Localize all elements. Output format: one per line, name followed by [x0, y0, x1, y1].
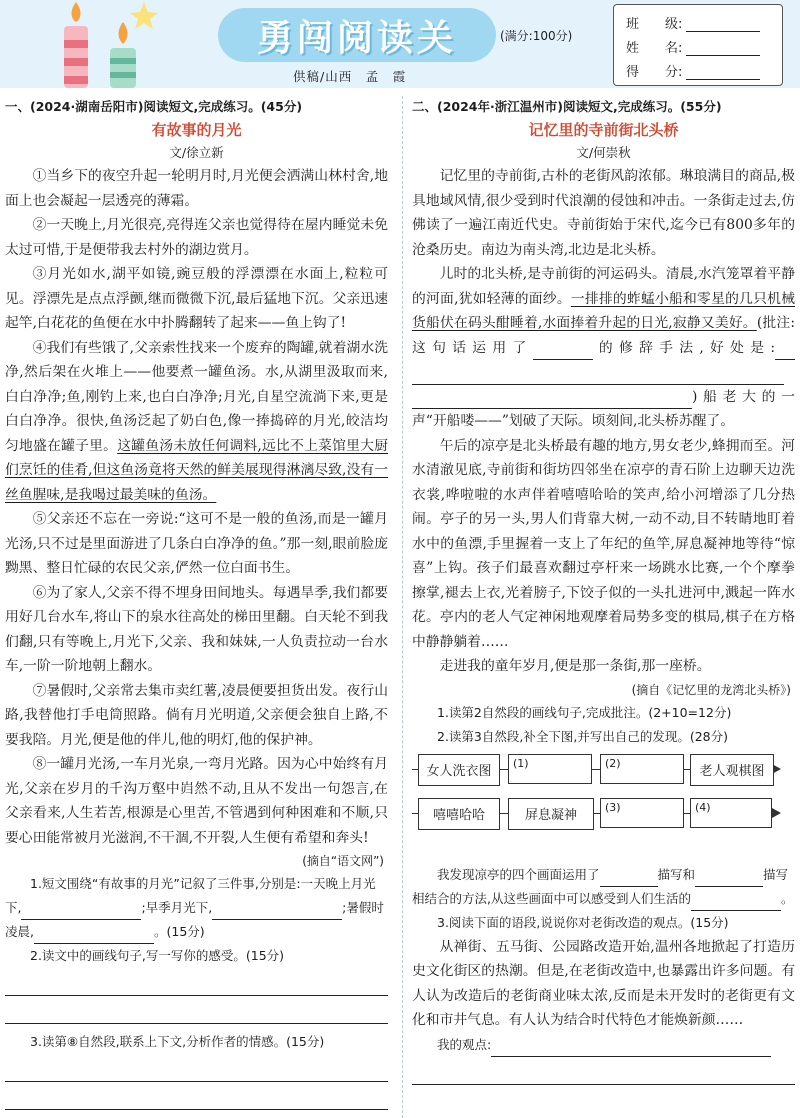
answer-line[interactable] — [412, 1057, 795, 1085]
diagram-answer-box[interactable]: (1) — [508, 754, 592, 784]
section-heading-1: 一、(2024·湖南岳阳市)阅读短文,完成练习。(45分) — [5, 99, 303, 114]
question-3: 3.阅读下面的语段,说说你对老街改造的观点。(15分) — [437, 914, 729, 930]
question-3: 3.读第⑧自然段,联系上下文,分析作者的情感。(15分) — [30, 1034, 325, 1049]
score-field[interactable]: 得 分: — [626, 61, 760, 80]
diagram-box: 嘻嘻哈哈 — [418, 798, 500, 830]
answer-blank[interactable] — [600, 872, 658, 887]
paragraph: ⑧一罐月光汤,一车月光泉,一弯月光路。因为心中始终有月光,父亲在岁月的千沟万壑中岿然不动,且从不发出一句怨言,在父亲看来,人生若苦,根源是心里苦,不管遇到何种困难和不顺,只要心田能常被月光滋润,不干涸,不开裂,人生便有希望和奔头! — [5, 756, 388, 846]
answer-blank[interactable] — [412, 394, 692, 409]
name-field[interactable]: 姓 名: — [626, 37, 760, 56]
paragraph: 儿时的北头桥,是寺前街的河运码头。清晨,水汽笼罩着平静的河面,犹如轻薄的面纱。一排排的蚱蜢小船和零星的几只机械货船伏在码头酣睡着,水面捧着升起的日光,寂静又美好。(批注:这句话运用了 的修辞手法,好处是:)船老大的一声“开船喽——”划破了天际。顷刻间,北头桥苏醒了。 — [412, 266, 796, 429]
paragraph: ⑤父亲还不忘在一旁说:“这可不是一般的鱼汤,而是一罐月光汤,只不过是里面游进了几条白白净净的鱼。”那一刻,眼前脸庞黝黑、整日忙碌的农民父亲,俨然一位白面书生。 — [5, 511, 388, 576]
answer-line[interactable] — [5, 996, 388, 1024]
paragraph: ②一天晚上,月光很亮,亮得连父亲也觉得待在屋内睡觉未免太过可惜,于是便带我去村外的湖边赏月。 — [5, 217, 388, 258]
question-2: 2.读第3自然段,补全下图,并写出自己的发现。(28分) — [437, 728, 728, 744]
paragraph: 从禅街、五马街、公园路改造开始,温州各地掀起了打造历史文化街区的热潮。但是,在老街改造中,也暴露出许多问题。有人认为改造后的老街商业味太浓,反而是未开发时的老街更有文化和市井气息。有人认为结合时代特色才能焕新颜…… — [412, 938, 795, 1028]
diagram-answer-box[interactable]: (4) — [690, 798, 772, 828]
page-title: 勇闯阅读关 — [218, 8, 496, 62]
class-field[interactable]: 班 级: — [626, 13, 760, 32]
answer-line[interactable] — [5, 1082, 388, 1110]
paragraph: ③月光如水,湖平如镜,豌豆般的浮漂漂在水面上,粒粒可见。浮漂先是点点浮颤,继而微微下沉,最后猛地下沉。父亲迅速起竿,白花花的鱼便在水中扑腾翻转了起来——鱼上钩了! — [5, 266, 388, 331]
paragraph: ⑥为了家人,父亲不得不埋身田间地头。每遇旱季,我们都要用好几台水车,将山下的泉水往高处的梯田里翻。白天轮不到我们翻,只有等晚上,月光下,父亲、我和妹妹,一人负责拉动一台水车,一阶一阶地朝上翻水。 — [5, 584, 388, 674]
answer-blank[interactable] — [775, 345, 795, 360]
answer-line[interactable] — [5, 1054, 388, 1082]
left-column — [5, 96, 388, 1118]
answer-blank[interactable] — [412, 370, 784, 385]
article-title-2: 记忆里的寺前街北头桥 — [528, 121, 679, 139]
question-1: 1.短文围绕“有故事的月光”记叙了三件事,分别是:一天晚上月光下, ;早季月光下, ;暑假时凌晨, 。(15分) — [5, 872, 388, 944]
answer-blank[interactable] — [533, 345, 593, 360]
answer-blank[interactable] — [691, 896, 781, 911]
diagram-answer-box[interactable]: (2) — [600, 754, 684, 784]
flow-diagram — [412, 753, 795, 861]
right-column — [412, 96, 795, 1118]
diagram-answer-box[interactable]: (3) — [600, 798, 684, 828]
page-header — [0, 0, 800, 88]
student-info-box — [613, 4, 783, 86]
question-1: 1.读第2自然段的画线句子,完成批注。(2+10=12分) — [437, 704, 732, 720]
answer-blank[interactable] — [262, 905, 342, 920]
author-line: 供稿/山西 孟 霞 — [293, 69, 407, 84]
article-author-2: 文/何崇秋 — [576, 145, 631, 160]
paragraph: 午后的凉亭是北头桥最有趣的地方,男女老少,蜂拥而至。河水清澈见底,寺前街和街坊四邻坐在凉亭的青石阶上边聊天边洗衣裳,哗啦啦的水声伴着嘻嘻哈哈的笑声,给小河增添了几分热闹。亭子的另一头,男人们背靠大树,一动不动,目不转睛地盯着水中的鱼漂,手里握着一支上了年纪的鱼竿,屏息凝神地等待“惊喜”上钩。孩子们最喜欢翻过亭杆来一场跳水比赛,一个个摩拳擦掌,褪去上衣,光着膀子,下饺子似的一头扎进河中,溅起一阵水花。亭内的老人气定神闲地观摩着局势多变的棋局,棋子在方格中静静躺着…… — [412, 437, 795, 650]
column-divider — [402, 96, 403, 1118]
answer-blank[interactable] — [21, 905, 141, 920]
article-author-1: 文/徐立新 — [169, 145, 224, 160]
article-title-1: 有故事的月光 — [151, 121, 242, 139]
answer-blank[interactable] — [491, 1042, 771, 1057]
answer-blank[interactable] — [212, 905, 262, 920]
answer-line[interactable] — [5, 968, 388, 996]
underlined-sentence: 这罐鱼汤未放任何调料,远比不上菜馆里大厨们烹饪的佳肴,但这鱼汤竟将天然的鲜美展现得淋漓尽致,没有一丝鱼腥味,是我喝过最美味的鱼汤。 — [5, 437, 389, 503]
source-note: (摘自“语文网”) — [302, 854, 384, 868]
paragraph: ④我们有些饿了,父亲索性找来一个废弃的陶罐,就着湖水洗净,然后架在火堆上——他要煮一罐鱼汤。水,从湖里汲取而来,白白净净;鱼,刚钓上来,也白白净净;月光,自星空流淌下来,更是白白净净。很快,鱼汤泛起了奶白色,像一捧捣碎的月光,皎洁均匀地盛在罐子里。这罐鱼汤未放任何调料,远比不上菜馆里大厨们烹饪的佳肴,但这鱼汤竟将天然的鲜美展现得淋漓尽致,没有一丝鱼腥味,是我喝过最美味的鱼汤。 — [5, 339, 389, 503]
answer-blank[interactable] — [695, 872, 745, 887]
paragraph: 记忆里的寺前街,古朴的老街风韵浓郁。琳琅满目的商品,极具地域风情,很少受到时代浪潮的侵蚀和冲击。一条街走过去,仿佛读了一遍江南近代史。寺前街始于宋代,迄今已有800多年的沧桑历史。南边为南头湾,北边是北头桥。 — [412, 168, 795, 258]
diagram-box: 女人洗衣图 — [418, 754, 500, 786]
question-2-discovery: 我发现凉亭的四个画面运用了 描写和 描写相结合的方法,从这些画面中可以感受到人们生活的 。 — [412, 863, 795, 911]
paragraph: ⑦暑假时,父亲常去集市卖红薯,凌晨便要担货出发。夜行山路,我替他打手电筒照路。倘有月光明道,父亲便会独自上路,不要我陪。月光,便是他的伴儿,他的明灯,他的保护神。 — [5, 682, 388, 748]
arrow-right-icon — [772, 808, 781, 818]
section-heading-2: 二、(2024年·浙江温州市)阅读短文,完成练习。(55分) — [412, 99, 722, 114]
answer-blank[interactable] — [745, 872, 763, 887]
source-note: (摘自《记忆里的龙湾北头桥》) — [631, 682, 791, 697]
full-score: (满分:100分) — [500, 29, 573, 43]
underlined-sentence: 一排排的蚱蜢小船和零星的几只机械货船伏在码头酣睡着,水面捧着升起的日光,寂静又美好。 — [412, 290, 795, 331]
paragraph: ①当乡下的夜空升起一轮明月时,月光便会洒满山林村舍,地面上也会凝起一层透亮的薄霜。 — [5, 168, 388, 209]
diagram-box: 老人观棋图 — [690, 754, 774, 786]
diagram-box: 屏息凝神 — [508, 798, 594, 830]
answer-blank[interactable] — [34, 929, 154, 944]
question-2: 2.读文中的画线句子,写一写你的感受。(15分) — [30, 948, 285, 963]
opinion-prompt: 我的观点: — [412, 1033, 795, 1057]
candles-decoration-icon — [52, 0, 162, 88]
paragraph: 走进我的童年岁月,便是那一条街,那一座桥。 — [439, 658, 711, 674]
